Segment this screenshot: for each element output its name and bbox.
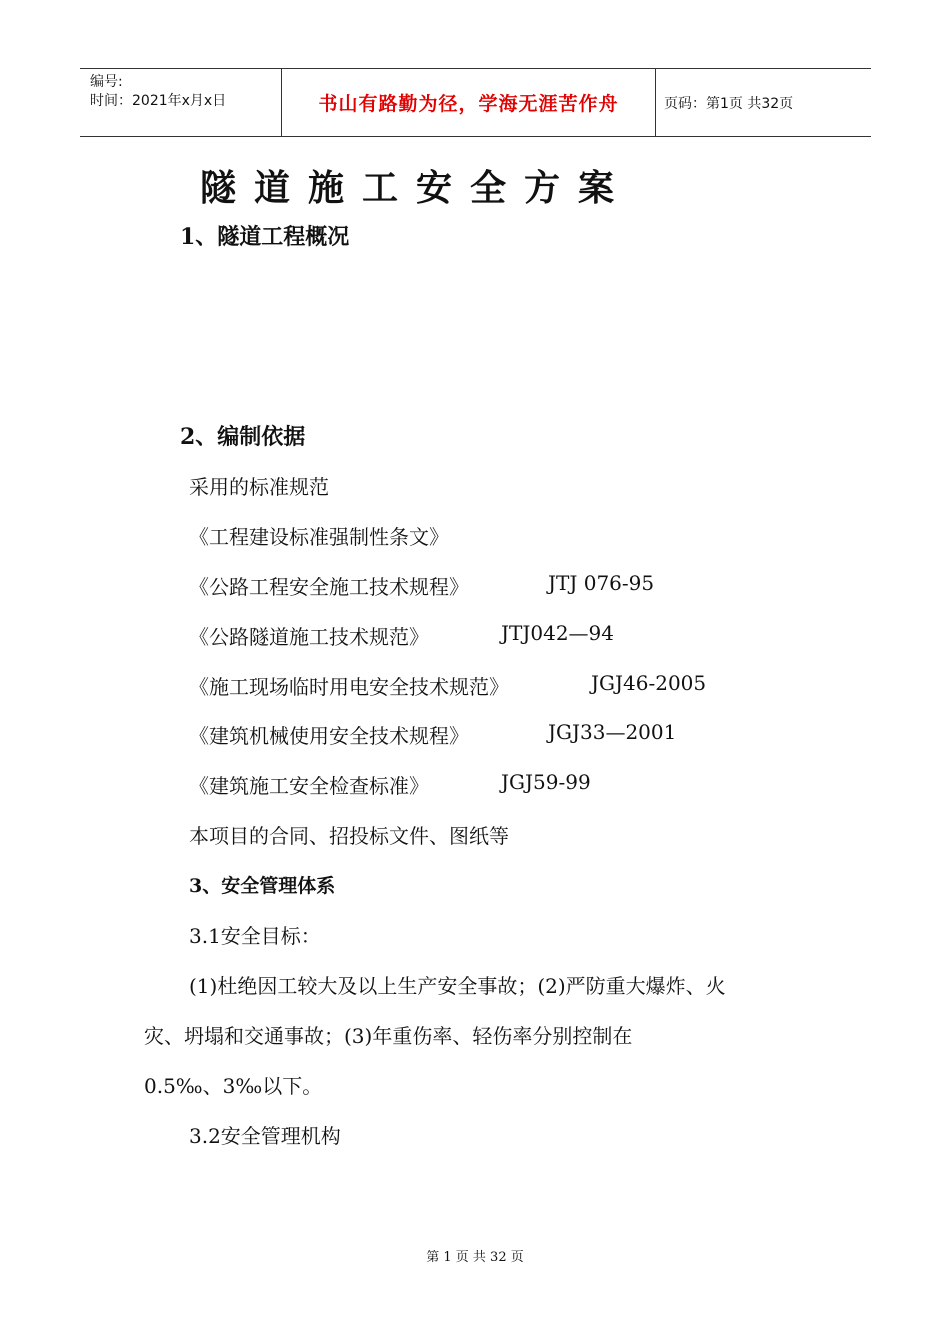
section-3-heading: 3、安全管理体系 <box>189 875 336 897</box>
section-2-heading: 2、编制依据 <box>180 424 306 450</box>
header-meta <box>90 73 226 111</box>
safety-goal-line: (1)杜绝因工较大及以上生产安全事故；(2)严防重大爆炸、火 <box>189 974 726 998</box>
standard-name: 《建筑施工安全检查标准》 <box>189 774 429 798</box>
section-1-heading: 1、隧道工程概况 <box>180 224 350 250</box>
standard-code: JTJ042—94 <box>501 621 614 645</box>
standard-code: JGJ46-2005 <box>591 671 707 695</box>
safety-goal-line: 灾、坍塌和交通事故；(3)年重伤率、轻伤率分别控制在 <box>144 1024 633 1048</box>
standard-name: 《工程建设标准强制性条文》 <box>189 525 449 549</box>
safety-goal-line: 0.5‰、3‰以下。 <box>144 1074 323 1098</box>
standard-name: 《公路工程安全施工技术规程》 <box>189 575 469 599</box>
standard-name: 《施工现场临时用电安全技术规范》 <box>189 675 509 699</box>
standard-code: JGJ59-99 <box>501 770 591 794</box>
standard-code: JTJ 076-95 <box>548 571 655 595</box>
section-3-2-heading: 3.2安全管理机构 <box>189 1124 341 1148</box>
page-footer: 第 1 页 共 32 页 <box>426 1250 524 1265</box>
header-page-info: 页码：第1页 共32页 <box>664 96 794 112</box>
page-header <box>80 68 871 137</box>
section-3-1-heading: 3.1安全目标： <box>189 924 321 948</box>
standard-code: JGJ33—2001 <box>548 720 677 744</box>
project-documents: 本项目的合同、招投标文件、图纸等 <box>189 824 509 848</box>
header-motto: 书山有路勤为径，学海无涯苦作舟 <box>281 69 656 136</box>
document-title: 隧道施工安全方案 <box>200 167 633 209</box>
document-time-label: 时间：2021年x月x日 <box>90 93 227 109</box>
standard-name: 《公路隧道施工技术规范》 <box>189 625 429 649</box>
standards-intro: 采用的标准规范 <box>189 475 329 499</box>
document-number-label: 编号: <box>90 74 123 90</box>
standard-name: 《建筑机械使用安全技术规程》 <box>189 724 469 748</box>
